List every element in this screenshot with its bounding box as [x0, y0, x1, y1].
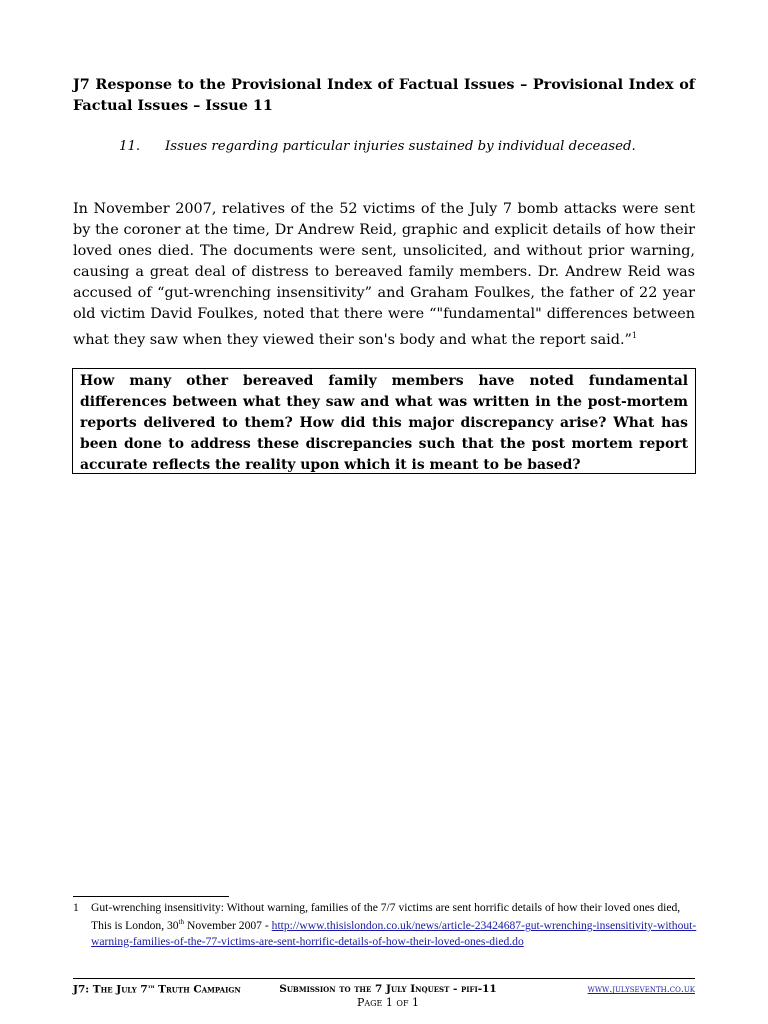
footer-left-text: J7: The July 7	[73, 983, 148, 996]
footer-website	[568, 983, 695, 995]
footnote-number: 1	[73, 901, 79, 914]
footer-website-link[interactable]: www.julyseventh.co.uk	[587, 984, 695, 995]
issue-text: Issues regarding particular injuries sustained by individual deceased.	[165, 139, 636, 154]
footer-left-sup: th	[147, 983, 155, 990]
footer-separator	[73, 978, 695, 979]
footer-left-after: Truth Campaign	[154, 983, 241, 996]
footnote-text-before: Gut-wrenching insensitivity: Without warning, families of the 7/7 victims are sent horrific details of how their loved ones died, This is London, 30	[91, 901, 681, 933]
footnote-reference[interactable]: 1	[631, 331, 637, 340]
body-text: In November 2007, relatives of the 52 victims of the July 7 bomb attacks were sent by the coroner at the time, Dr Andrew Reid, graphic and explicit details of how their loved ones died. The documents were sent, unsolicited, and without prior warning, causing a great deal of distress to bereaved family members. Dr. Andrew Reid was accused of “gut-wrenching insensitivity” and Graham Foulkes, the father of 22 year old victim David Foulkes, noted that there were “"fundamental" differences between what they saw when they viewed their son's body and what the report said.”	[73, 201, 695, 348]
footer-campaign-name	[73, 983, 241, 996]
footer-submission-title: Submission to the 7 July Inquest - pifi-11	[279, 983, 497, 995]
footnote-link[interactable]: http://www.thisislondon.co.uk/news/article-23424687-gut-wrenching-insensitivity-without-warning-families-of-the-77-victims-are-sent-horrific-details-of-how-their-loved-ones-died.do	[91, 919, 697, 948]
footnote-body	[91, 900, 698, 949]
footnote	[73, 900, 698, 949]
question-box: How many other bereaved family members have noted fundamental differences between what they saw and what was written in the post-mortem reports delivered to them? How did this major discrepancy arise? What has been done to address these discrepancies such that the post mortem report accurate reflects the reality upon which it is meant to be based?	[72, 368, 696, 474]
document-title: J7 Response to the Provisional Index of Factual Issues – Provisional Index of Factual Issues – Issue 11	[73, 76, 695, 114]
issue-heading	[119, 137, 709, 157]
footnote-text-after: November 2007 -	[184, 919, 272, 933]
issue-number: 11.	[119, 139, 141, 154]
footnote-separator	[73, 896, 229, 897]
body-paragraph	[73, 199, 695, 351]
page-number: Page 1 of 1	[356, 996, 419, 1009]
footnote-date-suffix: th	[178, 918, 185, 927]
